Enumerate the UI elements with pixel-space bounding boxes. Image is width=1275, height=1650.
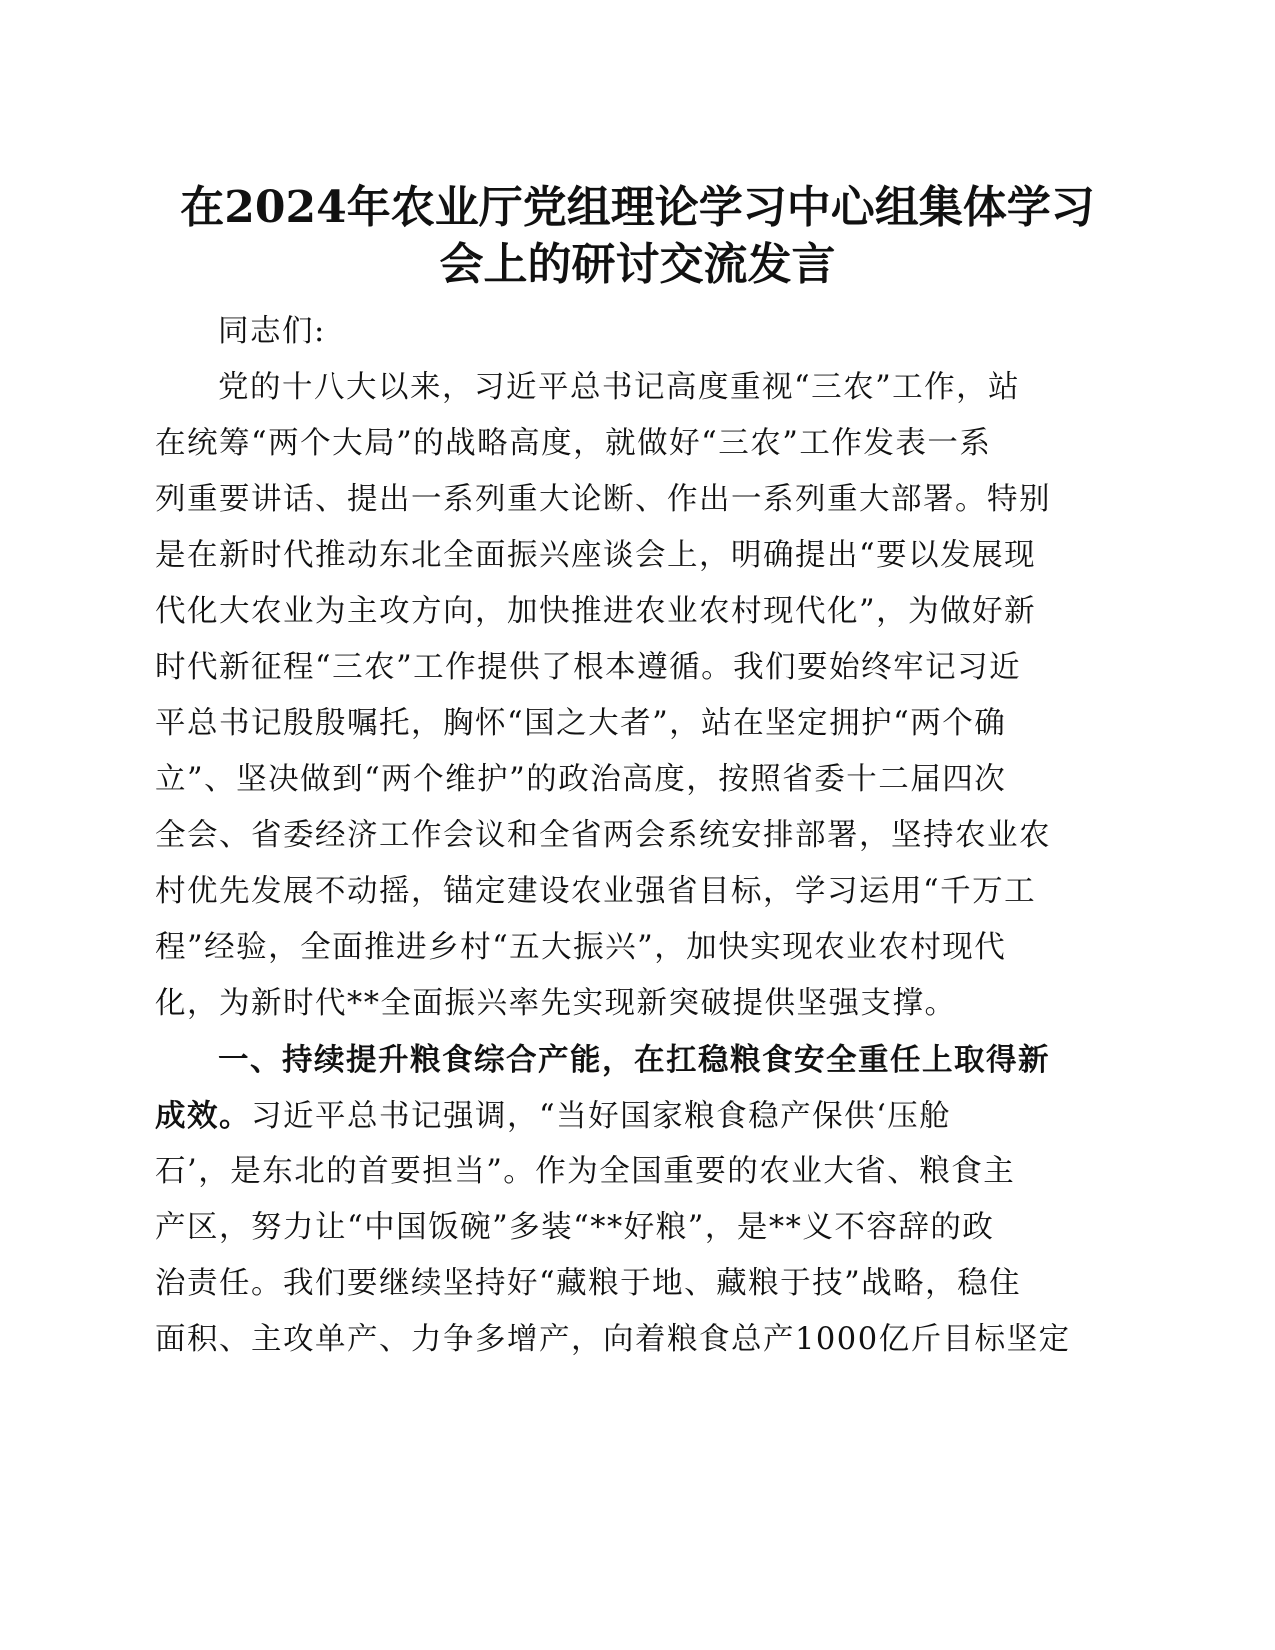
section-1-line-4: 产区，努力让“中国饭碗”多装“**好粮”，是**义不容辞的政 xyxy=(155,1210,995,1245)
paragraph-1-line-2: 在统筹“两个大局”的战略高度，就做好“三农”工作发表一系 xyxy=(155,426,992,461)
document-title-line-1: 在2024年农业厅党组理论学习中心组集体学习 xyxy=(180,182,1095,233)
paragraph-1-line-4: 是在新时代推动东北全面振兴座谈会上，明确提出“要以发展现 xyxy=(155,538,1037,573)
paragraph-1-line-8: 立”、坚决做到“两个维护”的政治高度，按照省委十二届四次 xyxy=(155,762,1007,797)
paragraph-1-line-5: 代化大农业为主攻方向，加快推进农业农村现代化”，为做好新 xyxy=(155,594,1037,629)
section-1-line-2 xyxy=(155,1096,951,1137)
paragraph-1-line-11: 程”经验，全面推进乡村“五大振兴”，加快实现农业农村现代 xyxy=(155,930,1007,965)
paragraph-1-line-7: 平总书记殷殷嘱托，胸怀“国之大者”，站在坚定拥护“两个确 xyxy=(155,706,1007,741)
paragraph-1-line-9: 全会、省委经济工作会议和全省两会系统安排部署，坚持农业农 xyxy=(155,818,1051,853)
section-1-line-6: 面积、主攻单产、力争多增产，向着粮食总产1000亿斤目标坚定 xyxy=(155,1322,1071,1357)
paragraph-1-line-10: 村优先发展不动摇，锚定建设农业强省目标，学习运用“千万工 xyxy=(155,874,1037,909)
paragraph-1-line-3: 列重要讲话、提出一系列重大论断、作出一系列重大部署。特别 xyxy=(155,482,1051,517)
section-1-line-2-text: 习近平总书记强调，“当好国家粮食稳产保供‘压舱 xyxy=(251,1099,952,1134)
section-1-line-3: 石’，是东北的首要担当”。作为全国重要的农业大省、粮食主 xyxy=(155,1154,1016,1189)
salutation: 同志们: xyxy=(218,314,326,349)
section-1-heading: 一、持续提升粮食综合产能，在扛稳粮食安全重任上取得新 xyxy=(218,1042,1050,1078)
paragraph-1-line-6: 时代新征程“三农”工作提供了根本遵循。我们要始终牢记习近 xyxy=(155,650,1022,685)
section-1-line-5: 治责任。我们要继续坚持好“藏粮于地、藏粮于技”战略，稳住 xyxy=(155,1266,1022,1301)
section-1-heading-end: 成效。 xyxy=(155,1098,251,1134)
document-title-line-2: 会上的研讨交流发言 xyxy=(439,239,836,290)
paragraph-1-line-12: 化，为新时代**全面振兴率先实现新突破提供坚强支撑。 xyxy=(155,986,957,1021)
paragraph-1-line-1: 党的十八大以来，习近平总书记高度重视“三农”工作，站 xyxy=(218,370,1021,405)
